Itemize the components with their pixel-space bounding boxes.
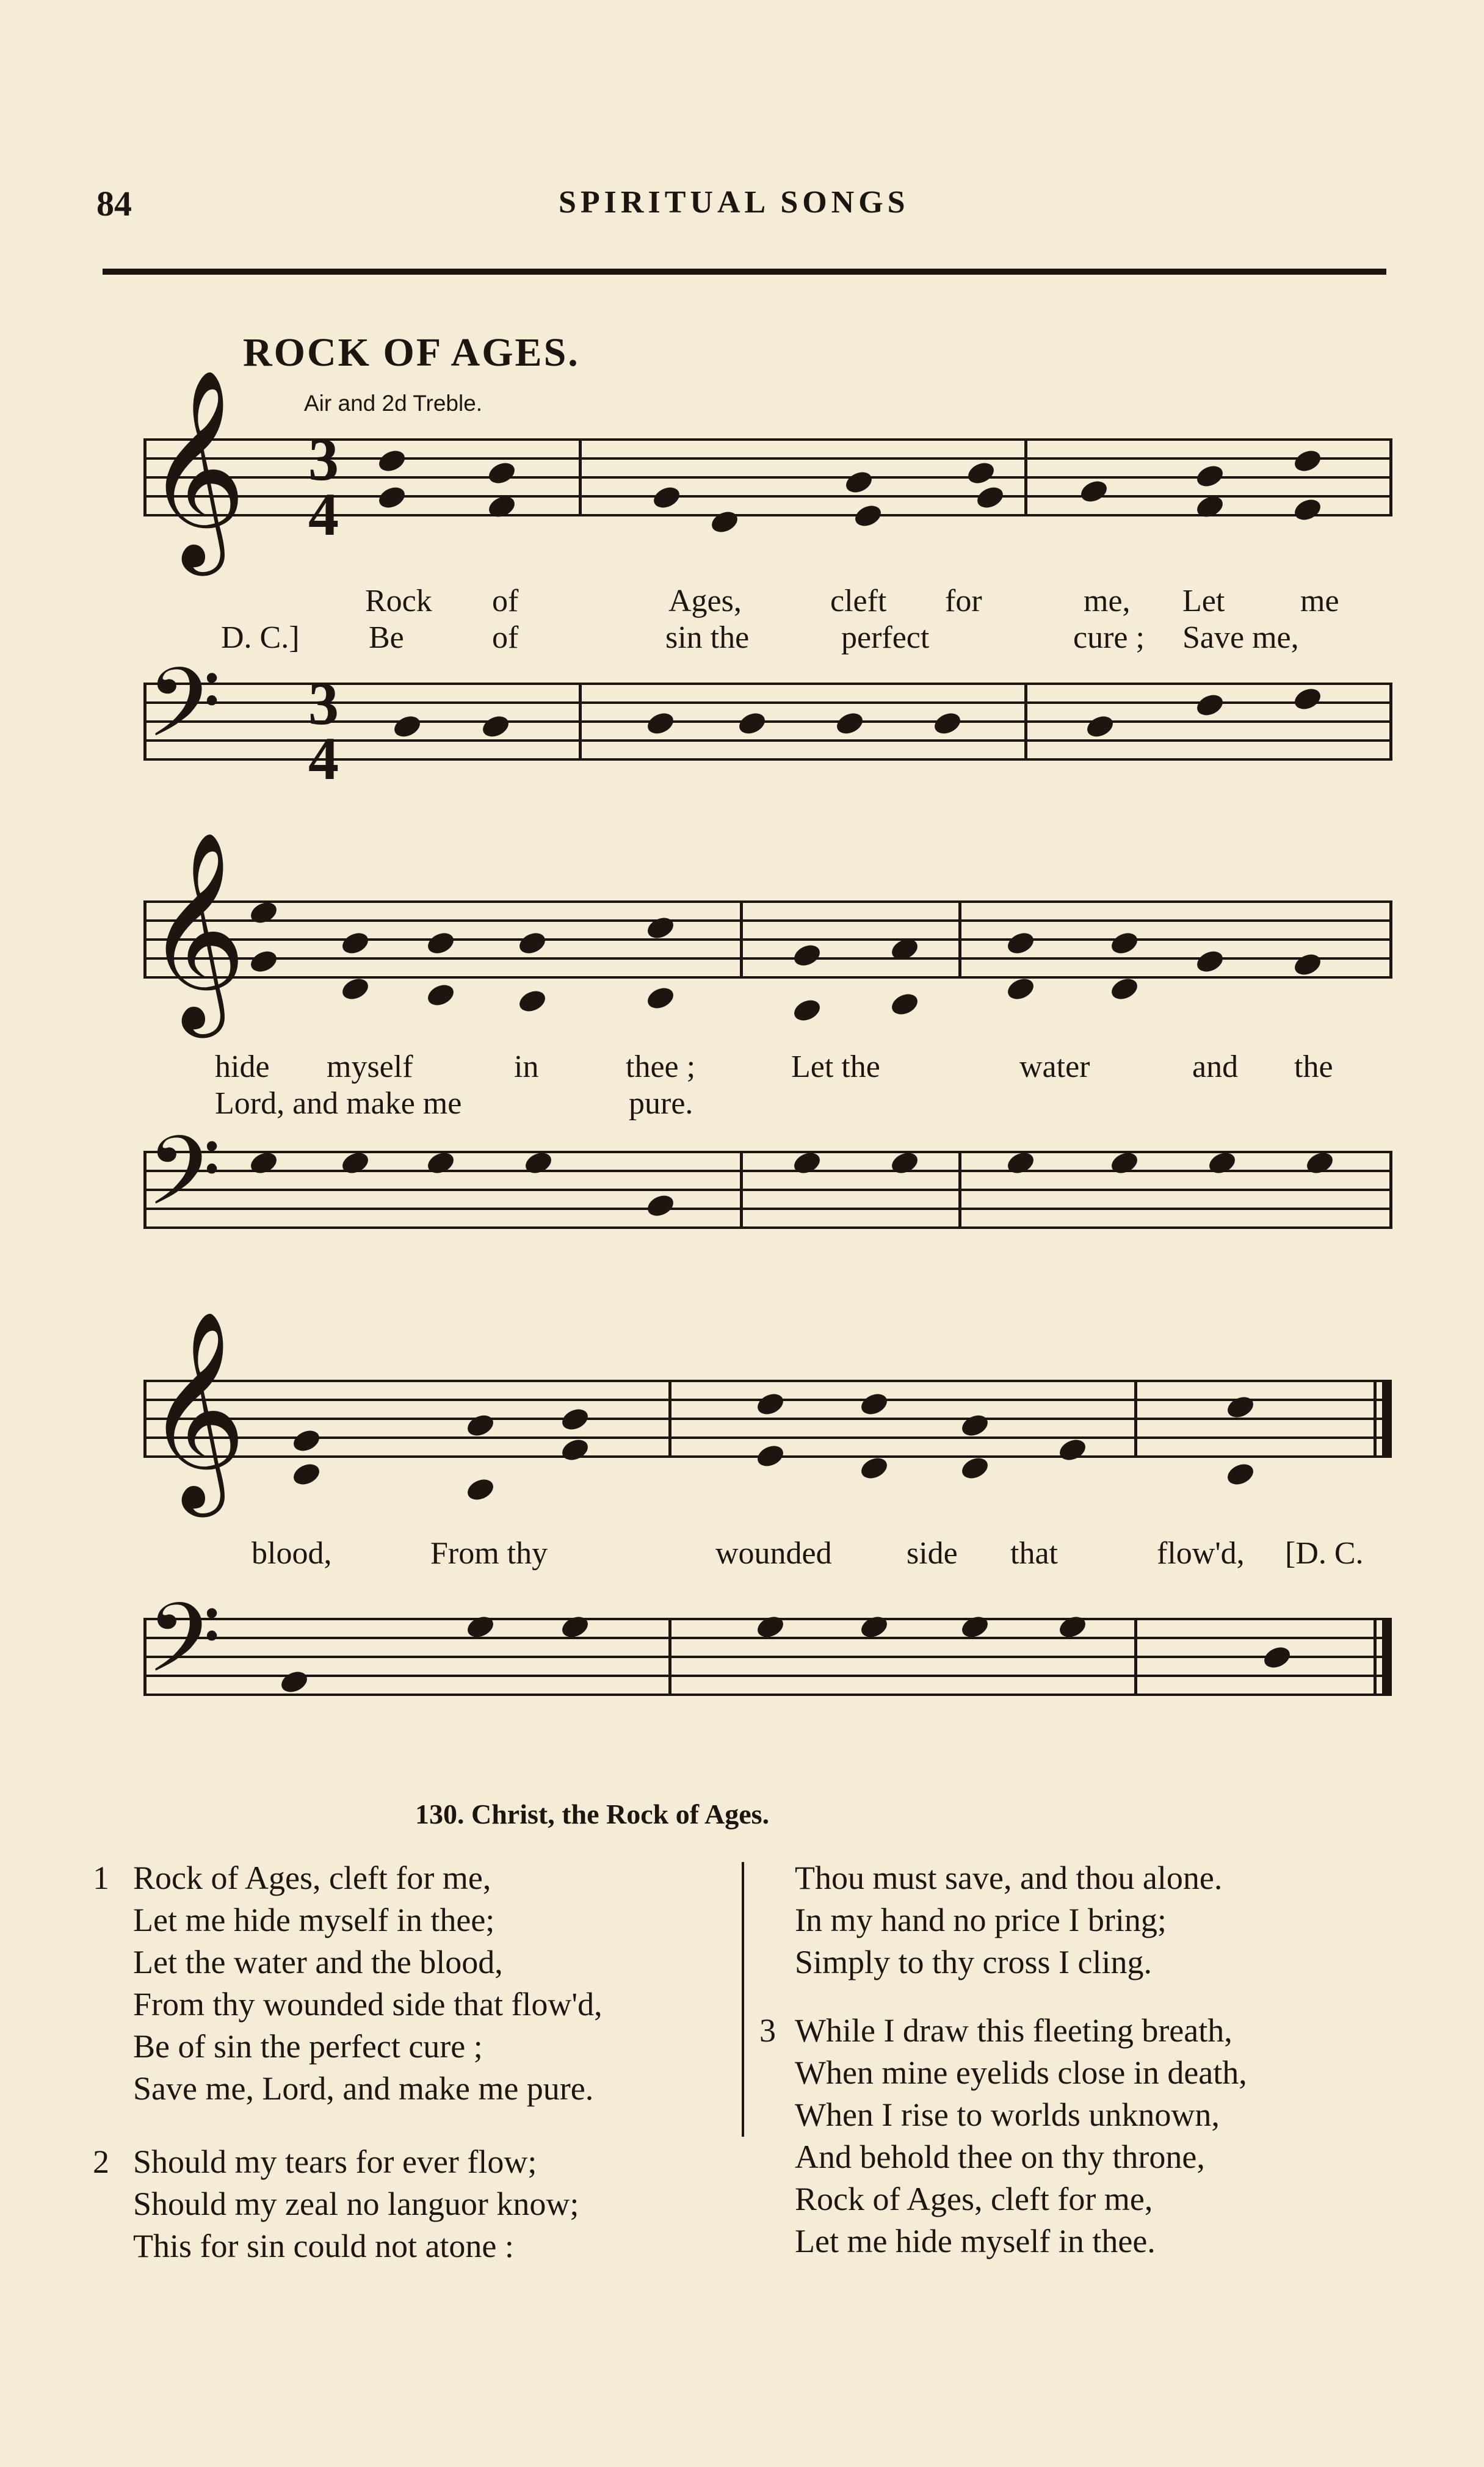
staff-line [143, 1380, 1392, 1382]
verse-line: And behold thee on thy throne, [795, 2139, 1205, 2175]
barline [1389, 1151, 1392, 1229]
final-barline [1382, 1618, 1392, 1696]
verse-line: While I draw this fleeting breath, [795, 2012, 1232, 2049]
notehead [339, 975, 372, 1003]
lyric: me [1300, 584, 1339, 618]
lyric: of [492, 584, 519, 618]
staff-line [143, 1656, 1392, 1658]
barline [740, 900, 743, 979]
bass-clef-icon: 𝄢 [147, 1587, 222, 1715]
barline [1134, 1618, 1137, 1696]
page-number: 84 [96, 184, 132, 223]
notehead [1109, 929, 1141, 957]
staff-line [143, 1675, 1392, 1677]
notehead [465, 1411, 497, 1440]
notehead [376, 484, 408, 512]
lyric: flow'd, [1157, 1536, 1245, 1571]
notehead [516, 929, 549, 957]
notehead [480, 712, 512, 741]
barline [1389, 683, 1392, 761]
lyric: sin the [665, 620, 750, 655]
barline [579, 438, 582, 516]
barline [668, 1618, 671, 1696]
lyric: Rock [365, 584, 432, 618]
stanza-number: 2 [93, 2143, 109, 2180]
staff-line [143, 919, 1392, 922]
staff-line [143, 976, 1392, 979]
treble-clef-icon: 𝄞 [145, 374, 247, 563]
lyric: cure ; [1073, 620, 1145, 655]
notehead [1261, 1643, 1294, 1672]
notehead [559, 1405, 592, 1433]
barline [579, 683, 582, 761]
lyric: of [492, 620, 519, 655]
notehead [391, 712, 424, 741]
notehead [425, 929, 457, 957]
notehead [1057, 1436, 1089, 1464]
lyric: myself [327, 1049, 413, 1084]
verse-line: Let me hide myself in thee. [795, 2223, 1156, 2259]
treble-clef-icon: 𝄞 [145, 836, 247, 1026]
notehead [791, 996, 823, 1024]
lyric: me, [1084, 584, 1131, 618]
staff-line [143, 1170, 1392, 1172]
barline [958, 1151, 961, 1229]
lyric: side [907, 1536, 958, 1571]
time-signature: 3 4 [308, 426, 339, 548]
barline [1374, 1380, 1377, 1458]
lyric: From thy [430, 1536, 548, 1571]
notehead [645, 1192, 677, 1220]
barline [1374, 1618, 1377, 1696]
verse-line: When I rise to worlds unknown, [795, 2096, 1220, 2133]
verse-line: Should my zeal no languor know; [133, 2186, 579, 2222]
staff-line [143, 1436, 1392, 1439]
notehead [516, 987, 549, 1015]
lyric: Save me, [1182, 620, 1299, 655]
notehead [645, 709, 677, 737]
notehead [889, 990, 921, 1018]
lyric: pure. [629, 1086, 693, 1121]
verse-line: Save me, Lord, and make me pure. [133, 2070, 594, 2107]
staff-line [143, 1208, 1392, 1210]
notehead [974, 484, 1007, 512]
staff-line [143, 900, 1392, 903]
notehead [755, 1442, 787, 1470]
notehead [1005, 929, 1037, 957]
voice-label: Air and 2d Treble. [304, 391, 483, 416]
notehead [651, 484, 683, 512]
notehead [339, 929, 372, 957]
notehead [791, 941, 823, 969]
verse-line: Thou must save, and thou alone. [795, 1860, 1223, 1896]
verse-line: When mine eyelids close in death, [795, 2054, 1247, 2091]
notehead [852, 502, 885, 530]
lyric: D. C.] [221, 620, 300, 655]
notehead [1194, 947, 1226, 976]
notehead [736, 709, 769, 737]
barline [740, 1151, 743, 1229]
hymn-heading: 130. Christ, the Rock of Ages. [415, 1799, 770, 1830]
verse-line: Let the water and the blood, [133, 1944, 503, 1980]
lyric: thee ; [626, 1049, 696, 1084]
barline [668, 1380, 671, 1458]
barline [1024, 683, 1027, 761]
notehead [709, 508, 741, 536]
column-divider [742, 1862, 744, 2137]
notehead [1292, 685, 1324, 713]
verse-line: This for sin could not atone : [133, 2228, 514, 2264]
lyric: Ages, [668, 584, 742, 618]
lyric: for [945, 584, 982, 618]
notehead [486, 459, 518, 487]
notehead [645, 984, 677, 1012]
lyric: perfect [841, 620, 930, 655]
lyric: Lord, and make me [215, 1086, 462, 1121]
notehead [1225, 1460, 1257, 1488]
notehead [1194, 691, 1226, 719]
notehead [755, 1390, 787, 1418]
treble-clef-icon: 𝄞 [145, 1315, 247, 1505]
barline [1389, 900, 1392, 979]
notehead [1078, 477, 1110, 505]
bass-clef-icon: 𝄢 [147, 652, 222, 780]
notehead [376, 447, 408, 475]
notehead [559, 1436, 592, 1464]
notehead [959, 1411, 991, 1440]
lyric: hide [215, 1049, 270, 1084]
lyric: Be [369, 620, 404, 655]
lyric: that [1010, 1536, 1058, 1571]
notehead [291, 1460, 323, 1488]
tune-title: ROCK OF AGES. [243, 330, 580, 375]
lyric: water [1019, 1049, 1090, 1084]
lyric: and [1192, 1049, 1239, 1084]
stanza-number: 1 [93, 1860, 109, 1896]
verse-line: Rock of Ages, cleft for me, [795, 2181, 1153, 2217]
staff-line [143, 1189, 1392, 1191]
notehead [1194, 462, 1226, 490]
barline [958, 900, 961, 979]
staff-line [143, 1694, 1392, 1696]
lyric: [D. C. [1285, 1536, 1364, 1571]
notehead [291, 1427, 323, 1455]
notehead [465, 1476, 497, 1504]
time-signature: 3 4 [308, 670, 339, 792]
notehead [1084, 712, 1117, 741]
notehead [858, 1454, 891, 1482]
notehead [1292, 951, 1324, 979]
staff-line [143, 1226, 1392, 1229]
notehead [1292, 496, 1324, 524]
verse-line: Simply to thy cross I cling. [795, 1944, 1152, 1980]
verse-line: From thy wounded side that flow'd, [133, 1986, 603, 2023]
staff-line [143, 1151, 1392, 1153]
barline [1134, 1380, 1137, 1458]
lyric: blood, [252, 1536, 332, 1571]
lyric: the [1294, 1049, 1333, 1084]
notehead [278, 1668, 311, 1696]
lyric: Let the [791, 1049, 880, 1084]
verse-line: Rock of Ages, cleft for me, [133, 1860, 491, 1896]
notehead [425, 981, 457, 1009]
notehead [1005, 975, 1037, 1003]
bass-clef-icon: 𝄢 [147, 1120, 222, 1248]
notehead [965, 459, 997, 487]
lyric: wounded [715, 1536, 832, 1571]
barline [1024, 438, 1027, 516]
notehead [1292, 447, 1324, 475]
staff-line [143, 938, 1392, 941]
notehead [959, 1454, 991, 1482]
barline [1389, 438, 1392, 516]
verse-line: Be of sin the perfect cure ; [133, 2028, 483, 2065]
notehead [248, 947, 280, 976]
notehead [1109, 975, 1141, 1003]
staff-line [143, 1418, 1392, 1420]
notehead [858, 1390, 891, 1418]
verse-line: Let me hide myself in thee; [133, 1902, 495, 1938]
notehead [834, 709, 866, 737]
verse-line: Should my tears for ever flow; [133, 2143, 537, 2180]
header-rule [103, 269, 1386, 275]
final-barline [1382, 1380, 1392, 1458]
lyric: Let [1182, 584, 1225, 618]
lyric: in [514, 1049, 539, 1084]
notehead [932, 709, 964, 737]
verse-line: In my hand no price I bring; [795, 1902, 1167, 1938]
running-head: SPIRITUAL SONGS [559, 185, 910, 220]
notehead [843, 468, 875, 496]
lyric: cleft [830, 584, 887, 618]
stanza-number: 3 [759, 2012, 776, 2049]
